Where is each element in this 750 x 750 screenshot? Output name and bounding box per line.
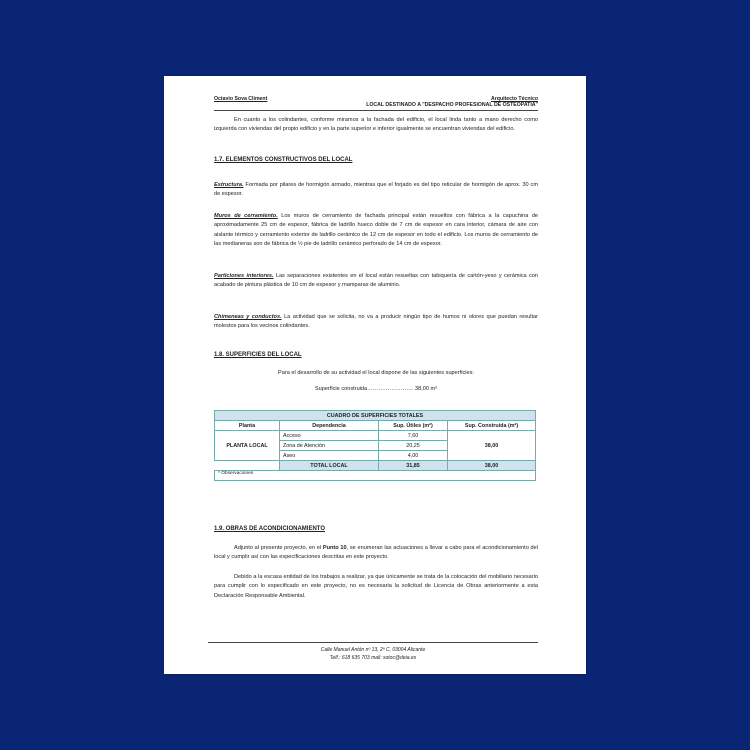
dependencia-cell: Zona de Atención [280, 441, 379, 451]
header-subject: LOCAL DESTINADO A "DESPACHO PROFESIONAL DE OSTEOPATIA" [366, 102, 538, 108]
section-1-7-title: 1.7. ELEMENTOS CONSTRUCTIVOS DEL LOCAL [214, 157, 353, 163]
col-header-utiles: Sup. Útiles (m²) [379, 421, 448, 431]
table-title: CUADRO DE SUPERFICIES TOTALES [215, 411, 536, 421]
superficie-construida: Superficie construida……………………. 38,00 m² [314, 386, 438, 392]
chimeneas-paragraph [214, 313, 538, 332]
particiones-paragraph [214, 272, 538, 291]
col-header-planta: Planta [215, 421, 280, 431]
obras-paragraph-1 [214, 544, 538, 563]
total-util: 31,85 [379, 461, 448, 471]
chimeneas-label: Chimeneas y conductos. [214, 314, 282, 320]
obras-paragraph-2: Debido a la escasa entidad de los trabajos a realizar, ya que únicamente se trata de la colocación del mobiliario necesario para cumplir con lo especificado en este proyecto, no es necesaria la solicitud de Licencia de Obras anteriormente a esta Declaración Responsable Ambiental. [214, 574, 538, 599]
muros-label: Muros de cerramiento. [214, 213, 278, 219]
estructura-text: Formada por pilares de hormigón armado, mientras que el forjado es del tipo reticular de hormigón de aprox. 30 cm de espesor. [214, 182, 538, 198]
muros-text: Los muros de cerramiento de fachada principal están resueltos con fábrica a la capuchina de aproximadamente 25 cm de espesor, fábrica de ladrillo hueco doble de 7 cm de espesor en cara interior, cámara de aire con aislante térmico y cerramiento exterior de ladrillo cerámico de 12 cm de espesor en todo el edificio. Los muros de cerramiento de las medianeras son de fábrica de ½ pie de ladrillo cerámico perforado de 14 cm de espesor. [214, 213, 538, 248]
document-page [164, 76, 586, 674]
header-author: Octavio Sova Climent [214, 96, 268, 102]
planta-cell: PLANTA LOCAL [215, 431, 280, 461]
section-1-9-title: 1.9. OBRAS DE ACONDICIONAMIENTO [214, 526, 326, 532]
header-role: Arquitecto Técnico [491, 96, 538, 102]
page-footer [208, 642, 538, 662]
dependencia-cell: Aseo [280, 451, 379, 461]
util-cell: 20,25 [379, 441, 448, 451]
section-1-8-title: 1.8. SUPERFICIES DEL LOCAL [214, 352, 302, 358]
estructura-label: Estructura. [214, 182, 244, 188]
col-header-dependencia: Dependencia [280, 421, 379, 431]
util-cell: 4,00 [379, 451, 448, 461]
total-row [215, 461, 536, 471]
particiones-text: Las separaciones existentes en el local están resueltas con tabiquería de cartón-yeso y cerámica con acabado de pintura plástica de 10 cm de espesor y mamparas de aluminio. [214, 273, 538, 289]
observaciones-cell: * Observaciones [215, 471, 536, 481]
construida-cell: 38,00 [448, 431, 536, 461]
footer-address: Calle Manuel Antón nº 13, 2º C, 03004 Alicante [320, 647, 426, 653]
footer-contact: Telf.: 618 635 703 mail: sotoc@deia.es [329, 655, 417, 661]
total-label: TOTAL LOCAL [280, 461, 379, 471]
particiones-label: Particiones interiores. [214, 273, 274, 279]
col-header-construida: Sup. Construida (m²) [448, 421, 536, 431]
punto-10-ref: Punto 10 [322, 545, 347, 551]
muros-paragraph [214, 212, 538, 250]
superficies-intro: Para el desarrollo de su actividad el local dispone de las siguientes superficies: [278, 370, 474, 376]
obras-text-a: Adjunto al presente proyecto, en el [234, 545, 323, 551]
total-construida: 38,00 [448, 461, 536, 471]
obras-text-c: , se enumeran las actuaciones a llevar a cabo para el acondicionamiento del local y cumplir así con las especificaciones descritas en este proyecto. [214, 545, 538, 561]
chimeneas-text: La actividad que se solicita, no va a producir ningún tipo de humos ni olores que puedan resultar molestos para los vecinos colindantes. [214, 314, 538, 330]
util-cell: 7,60 [379, 431, 448, 441]
intro-paragraph: En cuanto a los colindantes, conforme miramos a la fachada del edificio, el local linda tanto a mano derecho como izquierda con viviendas del propio edificio y en la parte superior e inferior igualmente se encuentran viviendas del edificio. [214, 117, 538, 133]
estructura-paragraph [214, 181, 538, 200]
surfaces-table [214, 410, 536, 481]
dependencia-cell: Acceso [280, 431, 379, 441]
table-row [215, 431, 536, 441]
page-header [214, 96, 538, 111]
